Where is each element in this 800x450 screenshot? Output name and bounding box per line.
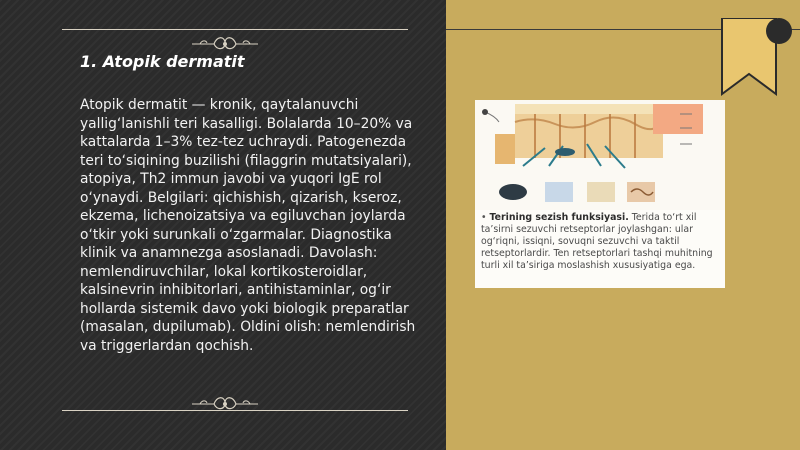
slide-body-text: Atopik dermatit — kronik, qaytalanuvchi yallig‘lanishli teri kasalligi. Bolalarda 10–20% va kattalarda 1–3% tez-tez uchraydi. Patogenezda teri to‘siqining buzilishi (filaggrin mutatsiyalari), atopiya, Th2 immun javobi va yuqori IgE rol o‘ynaydi. Belgilari: qichishish, qizarish, kseroz, ekzema, lichenoizatsiya va egiluvchan joylarda o‘tkir yoki surunkali o‘zgarmalar. Diagnostika klinik va anamnezga asoslanadi. Davolash: nemlendiruvchilar, lokal kortikosteroidlar, kalsinevrin inhibitorlari, antihistaminlar, og‘ir hollarda sistemik davo yoki biologik preparatlar (masalan, dupilumab). Oldini olish: nemlendirish va triggerlardan qochish.	[80, 97, 416, 354]
skin-receptor-figure	[475, 100, 725, 288]
top-rule	[62, 29, 408, 30]
caption-lead: Terining sezish funksiyasi.	[489, 212, 629, 223]
skin-diagram-image	[475, 100, 725, 210]
figure-caption	[481, 212, 721, 272]
caption-text: Terida to‘rt xil ta’sirni sezuvchi retseptorlar joylashgan: ular og‘riqni, issiqni, sovuqni sezuvchi va taktil retseptorlardir. Ten retseptorlari tashqi muhitning turli xil ta’siriga moslashish xususiyatiga ega.	[481, 212, 713, 271]
bullet-icon: •	[481, 212, 487, 223]
flourish-ornament-icon	[190, 392, 260, 416]
slide-title: 1. Atopik dermatit	[80, 52, 245, 71]
corner-circle	[766, 18, 792, 44]
bottom-rule	[62, 410, 408, 411]
